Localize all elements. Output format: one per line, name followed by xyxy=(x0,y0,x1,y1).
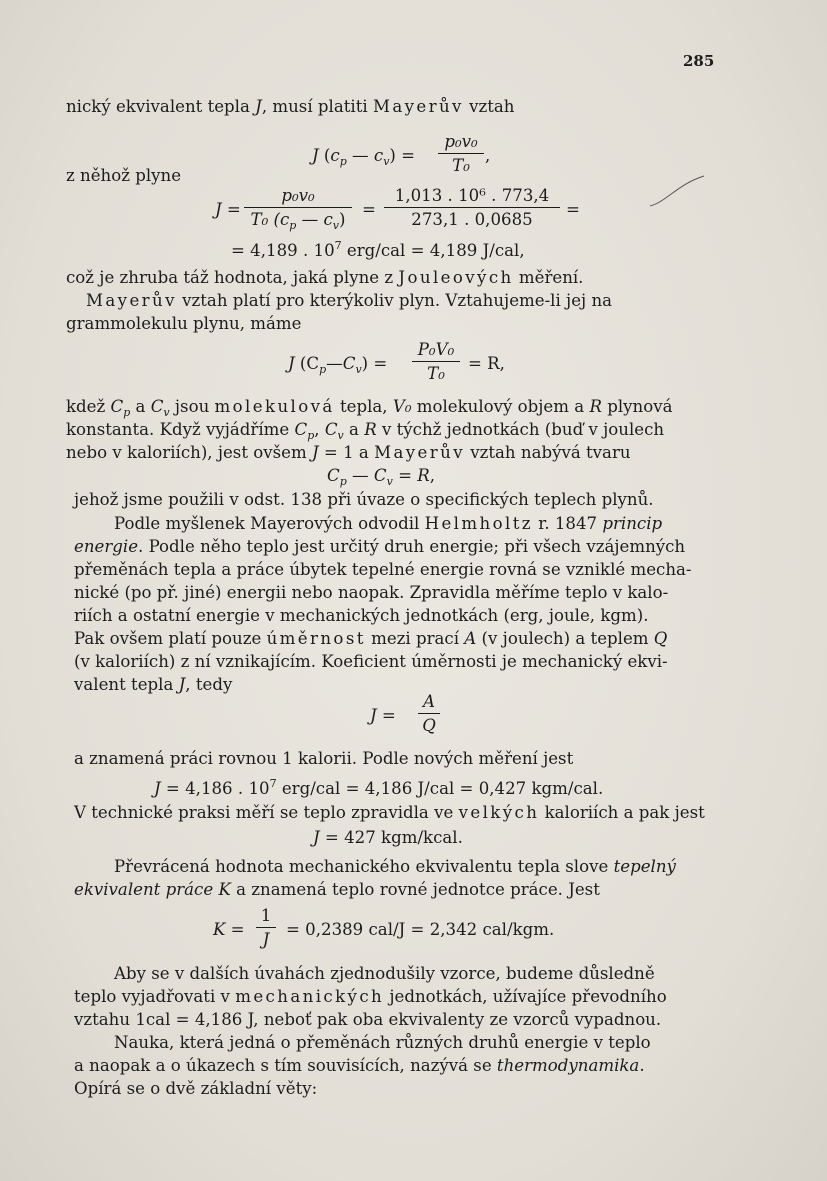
text-line-14: Pak ovšem platí pouze úměrnost mezi prací A (v joulech) a teplem Q xyxy=(74,629,668,648)
text-line-23: vztahu 1cal = 4,186 J, neboť pak oba ekvivalenty ze vzorců vypadnou. xyxy=(74,1010,662,1029)
equals-sign: = xyxy=(362,200,376,219)
text-line-z-nehoz: z něhož plyne xyxy=(66,166,182,185)
text-line-20: ekvivalent práce K a znamená teplo rovné jednotce práce. Jest xyxy=(74,880,600,899)
equals-sign: = xyxy=(566,200,580,219)
equation-mayer-tail: , xyxy=(485,146,491,165)
text-line-9: Podle myšlenek Mayerových odvodil Helmholtz r. 1847 princip xyxy=(114,514,663,533)
text-line-25: a naopak a o úkazech s tím souvisících, nazývá se thermodynamika. xyxy=(74,1056,645,1075)
text-line-19: Převrácená hodnota mechanického ekvivalentu tepla slove tepelný xyxy=(114,857,676,876)
text-line-7: nebo v kaloriích), jest ovšem J = 1 a Mayerův vztah nabývá tvaru xyxy=(66,443,631,462)
text-line-22: teplo vyjadřovati v mechanických jednotkách, užívajíce převodního xyxy=(74,987,667,1006)
equation-molar-lhs: J $(C_p—C_v)$ = xyxy=(288,354,388,376)
text-line-3: Mayerův vztah platí pro kterýkoliv plyn. Vztahujeme-li jej na xyxy=(86,291,613,310)
text-line-11: přeměnách tepla a práce úbytek tepelné energie rovná se vzniklé mecha- xyxy=(74,560,692,579)
text-line-26: Opírá se o dvě základní věty: xyxy=(74,1079,318,1098)
equation-molar-fraction: P₀V₀ T₀ xyxy=(412,340,460,384)
equation-K-fraction: 1 J xyxy=(256,906,276,950)
text-line-16: valent tepla J, tedy xyxy=(74,675,233,694)
equation-mayer-lhs: J ($c_p$ — $c_v$) = xyxy=(312,146,416,168)
equation-J-A-Q-fraction: A Q xyxy=(418,692,440,736)
equation-J-value: J = 4,186 . $10^7$ erg/cal = 4,186 J/cal = 0,427 kgm/cal. xyxy=(154,777,604,798)
equation-J-fraction-1: p₀v₀ T₀ ($c_p$ — $c_v$) xyxy=(244,186,352,236)
text-line-21: Aby se v dalších úvahách zjednodušily vzorce, budeme důsledně xyxy=(114,964,655,983)
equation-J-kcal: J = 427 kgm/kcal. xyxy=(313,828,463,847)
text-line-12: nické (po př. jiné) energii nebo naopak. Zpravidla měříme teplo v kalo- xyxy=(74,583,669,602)
text-line-1: nický ekvivalent tepla J, musí platiti Mayerův vztah xyxy=(66,97,515,116)
text-line-4: grammolekulu plynu, máme xyxy=(66,314,302,333)
equation-J-lhs: J = xyxy=(215,200,241,219)
equation-J-fraction-2: 1,013 . 10⁶ . 773,4 273,1 . 0,0685 xyxy=(384,186,560,230)
equation-J-result: = 4,189 . $10^7$ erg/cal = 4,189 J/cal, xyxy=(231,239,525,260)
pencil-mark-icon xyxy=(648,172,708,212)
equation-J-A-Q-lhs: J = xyxy=(370,706,396,725)
text-line-18: V technické praksi měří se teplo zpravidla ve velkých kaloriích a pak jest xyxy=(74,803,705,822)
equation-cp-cv: $C_p$ — $C_v = R$, xyxy=(327,466,436,488)
equation-mayer-fraction: p₀v₀ T₀ xyxy=(438,132,484,176)
equation-K-lhs: K = xyxy=(213,920,245,939)
equation-molar-tail: = R, xyxy=(468,354,505,373)
equation-K-tail: = 0,2389 cal/J = 2,342 cal/kgm. xyxy=(286,920,555,939)
page-number: 285 xyxy=(683,52,715,70)
text-line-13: riích a ostatní energie v mechanických jednotkách (erg, joule, kgm). xyxy=(74,606,649,625)
text-line-10: energie. Podle něho teplo jest určitý druh energie; při všech vzájemných xyxy=(74,537,686,556)
text-line-6: konstanta. Když vyjádříme $C_p$, $C_v$ a R v týchž jednotkách (buď v joulech xyxy=(66,420,665,442)
text-line-8: jehož jsme použili v odst. 138 při úvaze o specifických teplech plynů. xyxy=(74,490,654,509)
text-line-2: což je zhruba táž hodnota, jaká plyne z Jouleových měření. xyxy=(66,268,584,287)
text-line-17: a znamená práci rovnou 1 kalorii. Podle nových měření jest xyxy=(74,749,574,768)
text-line-24: Nauka, která jedná o přeměnách různých druhů energie v teplo xyxy=(114,1033,651,1052)
text-line-5: kdež $C_p$ a $C_v$ jsou molekulová tepla, V₀ molekulový objem a R plynová xyxy=(66,397,673,419)
text-line-15: (v kaloriích) z ní vznikajícím. Koeficient úměrnosti je mechanický ekvi- xyxy=(74,652,668,671)
